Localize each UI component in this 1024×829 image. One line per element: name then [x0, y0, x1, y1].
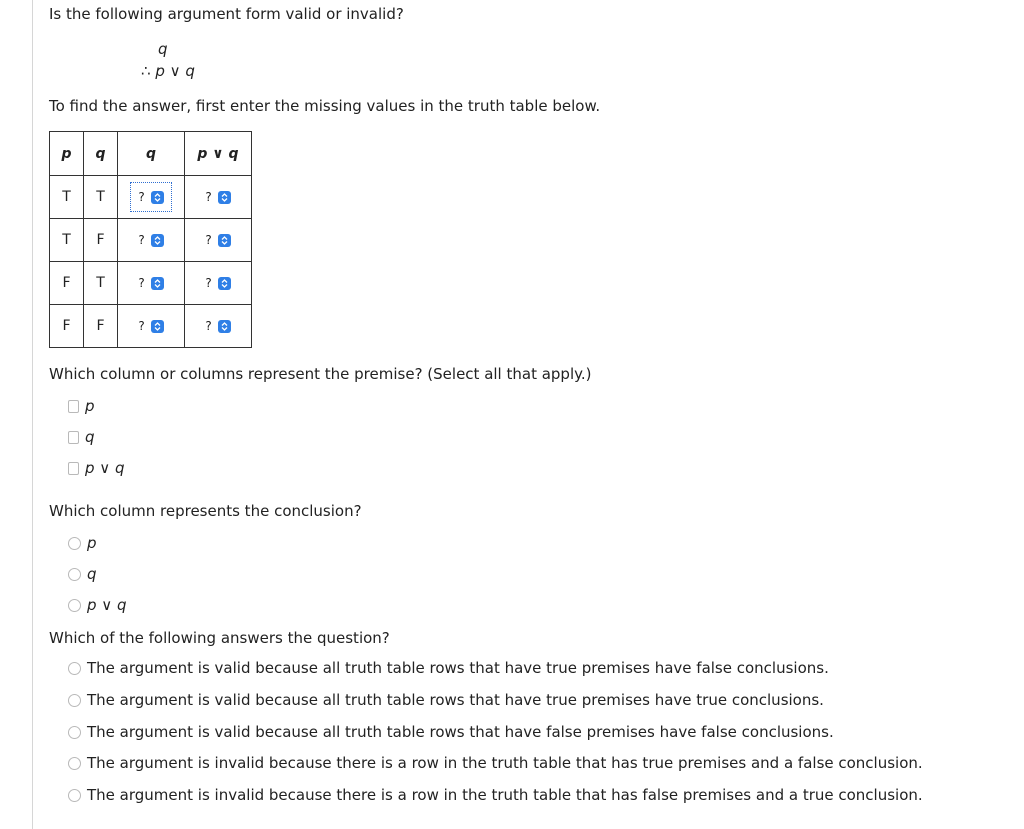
option-label: The argument is valid because all truth table rows that have true premises have true conclusions. [87, 691, 824, 709]
select-value: ? [205, 319, 212, 333]
argument-premise: q [158, 40, 168, 58]
truth-table [49, 131, 252, 348]
radio-button[interactable] [68, 599, 81, 612]
radio-button[interactable] [68, 568, 81, 581]
option-label: p [85, 397, 95, 415]
radio-button[interactable] [68, 537, 81, 550]
updown-chevron-icon [151, 320, 164, 333]
cell-col3 [118, 219, 185, 262]
answer-option[interactable] [68, 754, 923, 772]
updown-chevron-icon [218, 320, 231, 333]
cell-col4 [185, 305, 252, 348]
cell-col3 [118, 305, 185, 348]
option-label: q [87, 565, 97, 583]
checkbox[interactable] [68, 462, 79, 475]
question-text: Is the following argument form valid or invalid? [49, 5, 404, 23]
radio-button[interactable] [68, 694, 81, 707]
header-premise-q: q [118, 132, 185, 176]
select-value: ? [205, 233, 212, 247]
select-value: ? [138, 190, 145, 204]
cell-col4 [185, 176, 252, 219]
select-value: ? [205, 190, 212, 204]
select-value: ? [138, 233, 145, 247]
cell-p: T [50, 219, 84, 262]
option-label: q [85, 428, 95, 446]
premise-question-prompt: Which column or columns represent the premise? (Select all that apply.) [49, 365, 592, 383]
option-label: The argument is invalid because there is a row in the truth table that has false premises and a true conclusion. [87, 786, 923, 804]
header-p-or-q: p ∨ q [185, 132, 252, 176]
radio-button[interactable] [68, 789, 81, 802]
argument-conclusion [141, 62, 195, 80]
instruction-text: To find the answer, first enter the missing values in the truth table below. [49, 97, 601, 115]
truth-value-select[interactable] [136, 317, 165, 335]
premise-option-p-or-q[interactable] [68, 459, 125, 477]
cell-col3 [118, 176, 185, 219]
updown-chevron-icon [218, 234, 231, 247]
table-row [50, 305, 252, 348]
cell-q: F [84, 219, 118, 262]
option-label: The argument is valid because all truth table rows that have true premises have false conclusions. [87, 659, 829, 677]
truth-value-select[interactable] [136, 274, 165, 292]
table-row [50, 262, 252, 305]
cell-q: T [84, 176, 118, 219]
select-value: ? [138, 319, 145, 333]
truth-table-header-row [50, 132, 252, 176]
updown-chevron-icon [218, 277, 231, 290]
option-label: The argument is invalid because there is a row in the truth table that has true premises and a false conclusion. [87, 754, 923, 772]
answer-option[interactable] [68, 786, 923, 804]
premise-option-p[interactable] [68, 397, 95, 415]
cell-col4 [185, 219, 252, 262]
conclusion-option-q[interactable] [68, 565, 97, 583]
radio-button[interactable] [68, 757, 81, 770]
option-label: The argument is valid because all truth table rows that have false premises have false conclusions. [87, 723, 834, 741]
truth-value-select[interactable] [203, 274, 232, 292]
updown-chevron-icon [151, 191, 164, 204]
cell-q: F [84, 305, 118, 348]
truth-value-select[interactable] [203, 188, 232, 206]
answer-option[interactable] [68, 691, 824, 709]
answer-option[interactable] [68, 659, 829, 677]
conclusion-option-p-or-q[interactable] [68, 596, 127, 614]
checkbox[interactable] [68, 400, 79, 413]
cell-p: F [50, 262, 84, 305]
conclusion-or: ∨ [164, 62, 186, 80]
option-label: p ∨ q [87, 596, 127, 614]
radio-button[interactable] [68, 662, 81, 675]
truth-value-select[interactable] [203, 317, 232, 335]
table-row [50, 219, 252, 262]
left-divider [32, 0, 33, 829]
conclusion-p: p [155, 62, 165, 80]
premise-option-q[interactable] [68, 428, 95, 446]
updown-chevron-icon [151, 277, 164, 290]
radio-button[interactable] [68, 726, 81, 739]
header-p: p [50, 132, 84, 176]
therefore-symbol: ∴ [141, 62, 151, 80]
select-value: ? [138, 276, 145, 290]
updown-chevron-icon [218, 191, 231, 204]
cell-p: T [50, 176, 84, 219]
option-label: p ∨ q [85, 459, 125, 477]
updown-chevron-icon [151, 234, 164, 247]
cell-col3 [118, 262, 185, 305]
truth-value-select[interactable] [136, 231, 165, 249]
conclusion-q: q [185, 62, 195, 80]
truth-value-select[interactable] [136, 188, 165, 206]
truth-value-select[interactable] [203, 231, 232, 249]
option-label: p [87, 534, 97, 552]
answer-question-prompt: Which of the following answers the question? [49, 629, 390, 647]
conclusion-question-prompt: Which column represents the conclusion? [49, 502, 362, 520]
checkbox[interactable] [68, 431, 79, 444]
select-value: ? [205, 276, 212, 290]
conclusion-option-p[interactable] [68, 534, 97, 552]
header-q: q [84, 132, 118, 176]
answer-option[interactable] [68, 723, 834, 741]
table-row [50, 176, 252, 219]
cell-q: T [84, 262, 118, 305]
cell-p: F [50, 305, 84, 348]
cell-col4 [185, 262, 252, 305]
